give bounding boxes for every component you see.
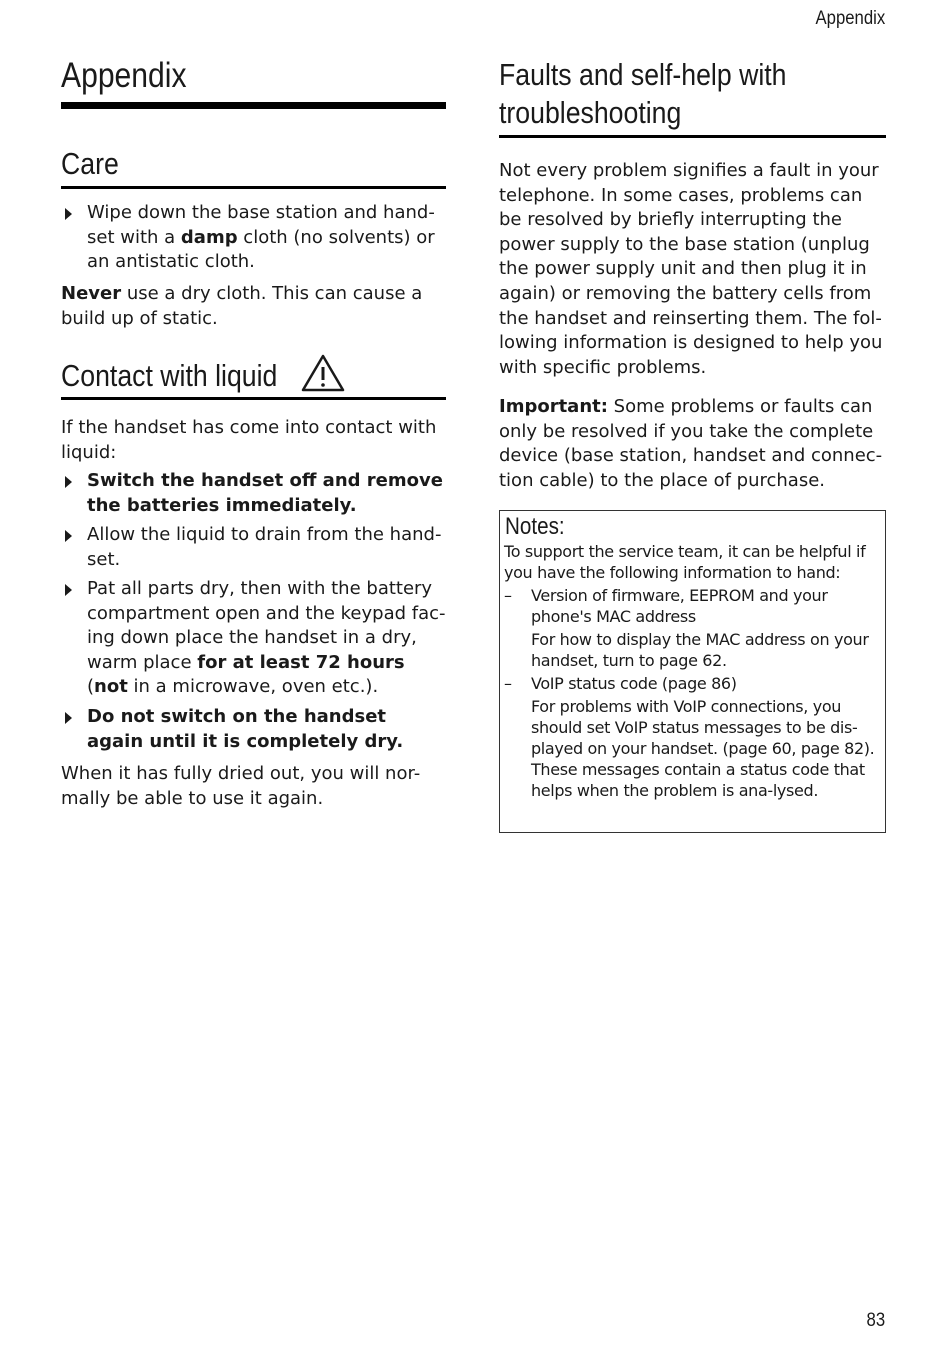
liquid-closing: When it has fully dried out, you will nor-mally be able to use it again. [61,763,421,809]
liquid-bullet-3-bold: for at least 72 hours [197,651,405,673]
bullet-arrow-icon [65,208,72,220]
liquid-bullet-3-not: not [94,676,128,698]
liquid-intro: If the handset has come into contact with liquid: [61,417,437,463]
care-bullet-text-end: cloth (no solvents) or an antistatic cloth. [87,226,435,273]
dash-marker: – [504,674,512,693]
title-rule [61,102,446,109]
care-heading: Care [61,146,119,181]
bullet-arrow-icon [65,530,72,542]
warning-triangle-icon [301,354,345,392]
page-number: 83 [866,1310,885,1331]
liquid-bullet-4 [61,705,446,754]
important-text: Some problems or faults can only be resolved if you take the complete device (base station, handset and connec-tion cable) to the place of purchase. [499,396,883,491]
notes-body [504,541,882,801]
notes-item-1-main: Version of firmware, EEPROM and your phone's MAC address [531,586,828,626]
liquid-bullet-1 [61,469,446,518]
liquid-heading: Contact with liquid [61,358,278,393]
important-label: Important: [499,396,608,417]
care-bullet-text: Wipe down the base station and hand-set with a [87,202,435,248]
bullet-arrow-icon [65,712,72,724]
bullet-arrow-icon [65,476,72,488]
care-bullet-bold: damp [180,226,238,248]
care-paragraph-bold: Never [61,283,122,304]
care-bullet [61,201,446,275]
care-rule [61,186,446,189]
liquid-bullet-4-text: Do not switch on the handset again until it is completely dry. [87,706,404,752]
page-title: Appendix [61,56,187,95]
liquid-bullet-3-paren: ( [87,676,95,698]
bullet-arrow-icon [65,584,72,596]
running-head: Appendix [815,8,885,29]
notes-title: Notes: [505,513,565,540]
notes-item-2-main: VoIP status code (page 86) [531,674,737,693]
faults-rule [499,135,886,138]
faults-heading: Faults and self-help with troubleshooting [499,57,787,130]
care-paragraph-text: use a dry cloth. This can cause a build up of static. [61,283,423,329]
liquid-bullet-3-end: in a microwave, oven etc.). [127,676,379,698]
notes-box [499,510,886,833]
notes-item-2 [504,673,882,801]
notes-item-1 [504,585,882,671]
liquid-bullet-2-text: Allow the liquid to drain from the hand-set. [87,524,442,570]
important-paragraph [499,395,886,493]
care-paragraph [61,282,446,331]
liquid-rule [61,397,446,400]
dash-marker: – [504,586,512,605]
notes-item-1-sub: For how to display the MAC address on your handset, turn to page 62. [531,630,869,670]
liquid-bullet-1-text: Switch the handset off and remove the batteries immediately. [87,470,443,516]
notes-item-2-sub: For problems with VoIP connections, you should set VoIP status messages to be dis-played on your handset. (page 60, page 82). These messages contain a status code that helps when the problem is ana-lysed. [531,697,875,800]
faults-paragraph: Not every problem signifies a fault in your telephone. In some cases, problems can be resolved by briefly interrupting the power supply to the base station (unplug the power supply unit and then plug it in again) or removing the battery cells from the handset and reinserting them. The fol-lowing information is designed to help you with specific problems. [499,160,883,378]
liquid-bullet-3-text: Pat all parts dry, then with the battery compartment open and the keypad fac-ing down place the handset in a dry, warm place [87,578,446,673]
liquid-bullet-2 [61,523,446,572]
liquid-bullet-3 [61,577,446,700]
notes-intro: To support the service team, it can be helpful if you have the following information to hand: [504,542,866,582]
